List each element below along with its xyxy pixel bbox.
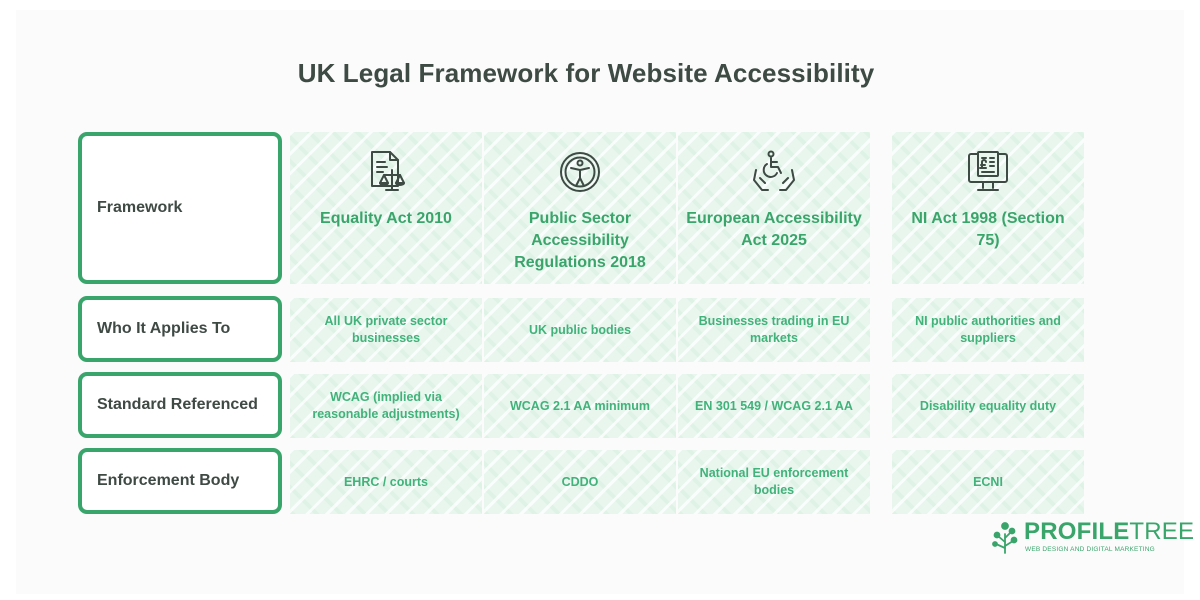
cell-standard: WCAG 2.1 AA minimum xyxy=(484,374,676,438)
cell-applies: UK public bodies xyxy=(484,298,676,362)
column-header-equality-act xyxy=(290,132,482,284)
column-header-ni-act xyxy=(892,132,1084,284)
page-title: UK Legal Framework for Website Accessibility xyxy=(297,58,875,88)
cell-enforcement: ECNI xyxy=(892,450,1084,514)
cell-enforcement: CDDO xyxy=(484,450,676,514)
cell-standard: Disability equality duty xyxy=(892,374,1084,438)
cell-enforcement: EHRC / courts xyxy=(290,450,482,514)
cell-standard: EN 301 549 / WCAG 2.1 AA xyxy=(678,374,870,438)
logo-tagline: WEB DESIGN AND DIGITAL MARKETING xyxy=(1025,546,1155,553)
logo-word-bold: PROFILE xyxy=(1024,518,1130,545)
row-label-framework xyxy=(78,132,282,284)
row-label-applies xyxy=(78,296,282,362)
cell-applies: All UK private sector businesses xyxy=(290,298,482,362)
column-title: Public Sector Accessibility Regulations 2018 xyxy=(514,210,646,271)
cell-applies: Businesses trading in EU markets xyxy=(678,298,870,362)
profiletree-logo xyxy=(990,518,1195,558)
cell-standard: WCAG (implied via reasonable adjustments) xyxy=(290,374,482,438)
row-label-enforcement-text: Enforcement Body xyxy=(97,472,240,489)
column-header-european-accessibility-act xyxy=(678,132,870,284)
column-header-public-sector-regs xyxy=(484,132,676,284)
tree-icon xyxy=(990,520,1020,554)
column-title: Equality Act 2010 xyxy=(320,210,452,227)
row-label-framework-text: Framework xyxy=(97,199,183,216)
logo-word-thin: TREE xyxy=(1129,518,1195,545)
cell-applies: NI public authorities and suppliers xyxy=(892,298,1084,362)
monitor-document-pound-icon xyxy=(964,148,1012,196)
accessibility-person-icon xyxy=(556,148,604,196)
row-label-enforcement xyxy=(78,448,282,514)
row-label-standard xyxy=(78,372,282,438)
column-title: European Accessibility Act 2025 xyxy=(686,210,862,249)
legal-document-scales-icon xyxy=(362,148,410,196)
wheelchair-hands-icon xyxy=(750,148,798,196)
column-title: NI Act 1998 (Section 75) xyxy=(911,210,1065,249)
logo-wordmark xyxy=(1024,518,1194,546)
row-label-applies-text: Who It Applies To xyxy=(97,320,231,337)
cell-enforcement: National EU enforcement bodies xyxy=(678,450,870,514)
row-label-standard-text: Standard Referenced xyxy=(97,396,258,413)
